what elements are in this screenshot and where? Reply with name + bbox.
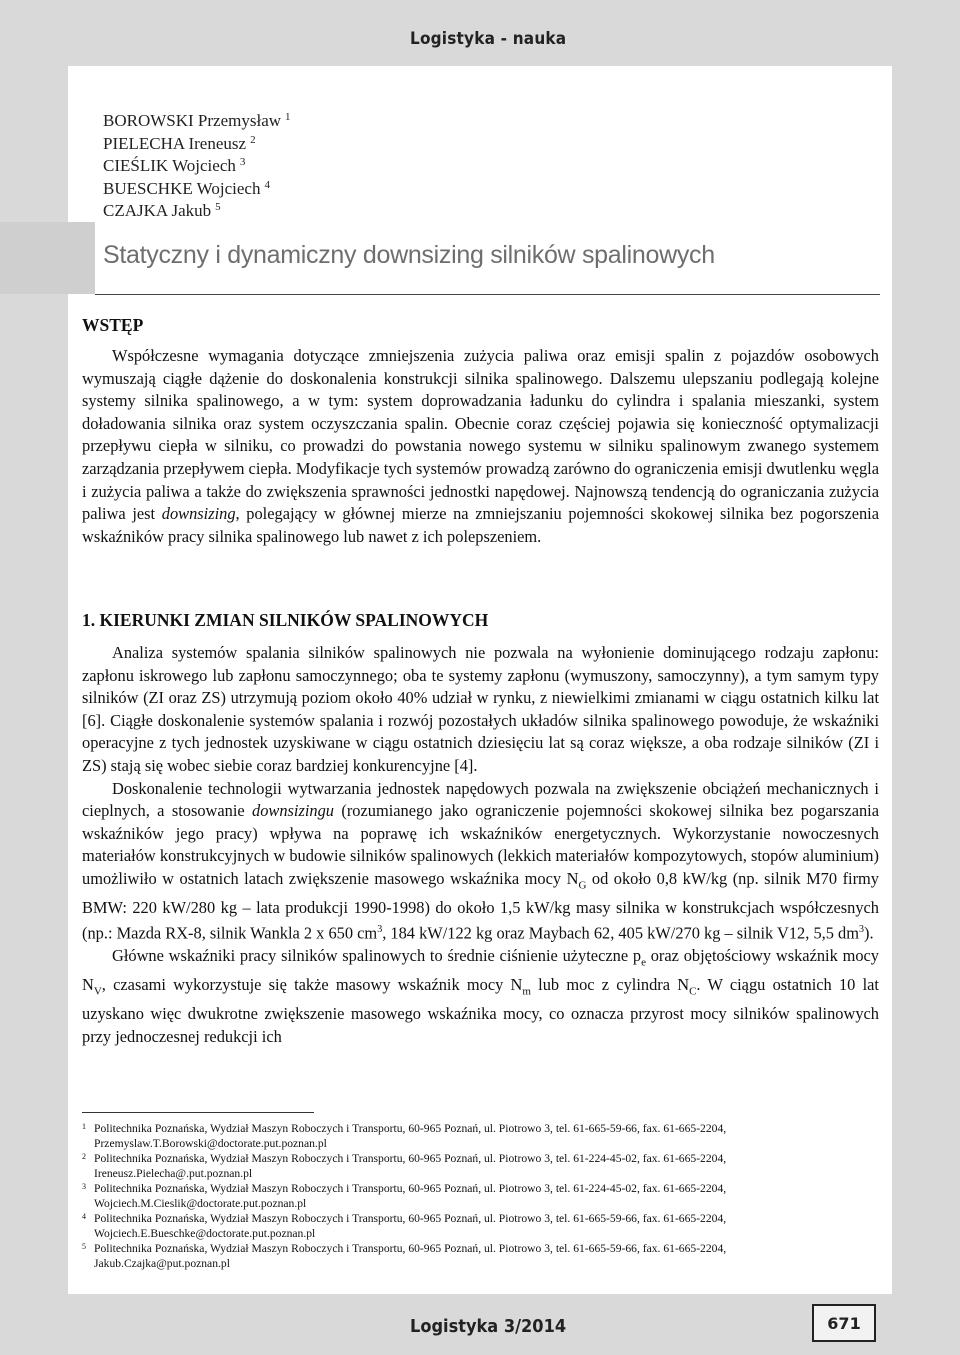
intro-paragraph: Współczesne wymagania dotyczące zmniejszenia zużycia paliwa oraz emisji spalin z pojazdów osobowych wymuszają ciągłe dążenie do doskonalenia konstrukcji silnika spalinowego. Dalszemu ulepszaniu podlegają kolejne systemy silnika spalinowego, a w tym: system doprowadzania ładunku do cylindra i spalania mieszanki, system doładowania silnika oraz system oczyszczania spalin. Obecnie coraz częściej pojawia się konieczność optymalizacji przepływu ciepła w silniku, co prowadzi do powstania nowego systemu w silniku spalinowym zwanego systemem zarządzania przepływem ciepła. Modyfikacje tych systemów prowadzą zarówno do ograniczenia emisji dwutlenku węgla i zużycia paliwa a także do zwiększenia sprawności jednostki napędowej. Najnowszą tendencją do ograniczania zużycia paliwa jest downsizing, polegający w głównej mierze na zmniejszaniu pojemności skokowej silnika bez pogorszenia wskaźników pracy silnika spalinowego lub nawet z ich polepszeniem. — [82, 346, 879, 546]
article-title: Statyczny i dynamiczny downsizing silników spalinowych — [103, 241, 715, 269]
footnote: 4 Politechnika Poznańska, Wydział Maszyn Roboczych i Transportu, 60-965 Poznań, ul. Piotrowo 3, tel. 61-665-59-66, fax. 61-665-2204, Wojciech.E.Bueschke@doctorate.put.poznan.pl — [82, 1212, 727, 1240]
author-item: BUESCHKE Wojciech $^4$ — [103, 178, 270, 198]
section-heading: 1. KIERUNKI ZMIAN SILNIKÓW SPALINOWYCH — [82, 610, 489, 630]
page-number: 671 — [812, 1304, 876, 1342]
footnote: 3 Politechnika Poznańska, Wydział Maszyn Roboczych i Transportu, 60-965 Poznań, ul. Piotrowo 3, tel. 61-224-45-02, fax. 61-665-2204, Wojciech.M.Cieslik@doctorate.put.poznan.pl — [82, 1182, 727, 1210]
author-list — [103, 110, 291, 223]
footnote: 5 Politechnika Poznańska, Wydział Maszyn Roboczych i Transportu, 60-965 Poznań, ul. Piotrowo 3, tel. 61-665-59-66, fax. 61-665-2204, Jakub.Czajka@put.poznan.pl — [82, 1242, 727, 1270]
paragraph: Analiza systemów spalania silników spalinowych nie pozwala na wyłonienie dominującego rodzaju zapłonu: zapłonu iskrowego lub zapłonu samoczynnego; oba te systemy zapłonu (wymuszony, samoczynny), a tym samym typy silników (ZI oraz ZS) utrzymują poziom około 40% udział w rynku, z niewielkimi zmianami w ciągu ostatnich kilku lat [6]. Ciągłe doskonalenie systemów spalania i rozwój pozostałych układów silnika spalinowego powoduje, że wskaźniki operacyjne z tych jednostek uzyskiwane w ciągu ostatnich dziesięciu lat są coraz większe, a oba rodzaje silników (ZI i ZS) stają się wobec siebie coraz bardziej konkurencyjne [4]. — [82, 643, 879, 775]
author-item: CZAJKA Jakub $^5$ — [103, 201, 221, 221]
title-accent-block — [0, 222, 95, 294]
footnote: 1 Politechnika Poznańska, Wydział Maszyn Roboczych i Transportu, 60-965 Poznań, ul. Piotrowo 3, tel. 61-665-59-66, fax. 61-665-2204, Przemyslaw.T.Borowski@doctorate.put.poznan.pl — [82, 1122, 727, 1150]
journal-header: Logistyka - nauka — [410, 29, 567, 49]
journal-footer: Logistyka 3/2014 — [410, 1316, 567, 1337]
author-item: CIEŚLIK Wojciech $^3$ — [103, 156, 246, 176]
author-item: BOROWSKI Przemysław $^1$ — [103, 111, 291, 130]
title-divider — [95, 294, 880, 295]
footnote: 2 Politechnika Poznańska, Wydział Maszyn Roboczych i Transportu, 60-965 Poznań, ul. Piotrowo 3, tel. 61-224-45-02, fax. 61-665-2204, Ireneusz.Pielecha@.put.poznan.pl — [82, 1152, 727, 1180]
footnotes — [82, 1121, 812, 1271]
section-body — [82, 642, 879, 1048]
paragraph: Doskonalenie technologii wytwarzania jednostek napędowych pozwala na zwiększenie obciążeń mechanicznych i cieplnych, a stosowanie downsizingu (rozumianego jako ograniczenie pojemności skokowej silnika bez pogarszania wskaźników jego pracy) wpływa na poprawę ich wskaźników energetycznych. Wykorzystanie nowoczesnych materiałów konstrukcyjnych w budowie silników spalinowych (lekkich materiałów kompozytowych, stopów aluminium) umożliwiło w ostatnich latach zwiększenie masowego wskaźnika mocy $N_G$ od około 0,8 kW/kg (np. silnik M70 firmy BMW: 220 kW/280 kg – lata produkcji 1990-1998) do około 1,5 kW/kg masy silnika w konstrukcjach współczesnych (np.: Mazda RX-8, silnik Wankla 2 x 650 $cm^3$, 184 kW/122 kg oraz Maybach 62, 405 kW/270 kg – silnik V12, 5,5 $dm^3$). — [82, 778, 880, 943]
author-item: PIELECHA Ireneusz $^2$ — [103, 133, 256, 153]
paragraph: Główne wskaźniki pracy silników spalinowych to średnie ciśnienie użyteczne $p_e$ oraz objętościowy wskaźnik mocy $N_V$, czasami wykorzystuje się także masowy wskaźnik mocy $N_m$ lub moc z cylindra $N_C$. W ciągu ostatnich 10 lat uzyskano więc dwukrotne zwiększenie masowego wskaźnika mocy, co oznacza przyrost mocy silników spalinowych przy jednoczesnej redukcji ich — [82, 946, 879, 1046]
footnote-divider — [82, 1112, 314, 1113]
intro-heading: WSTĘP — [82, 315, 144, 335]
